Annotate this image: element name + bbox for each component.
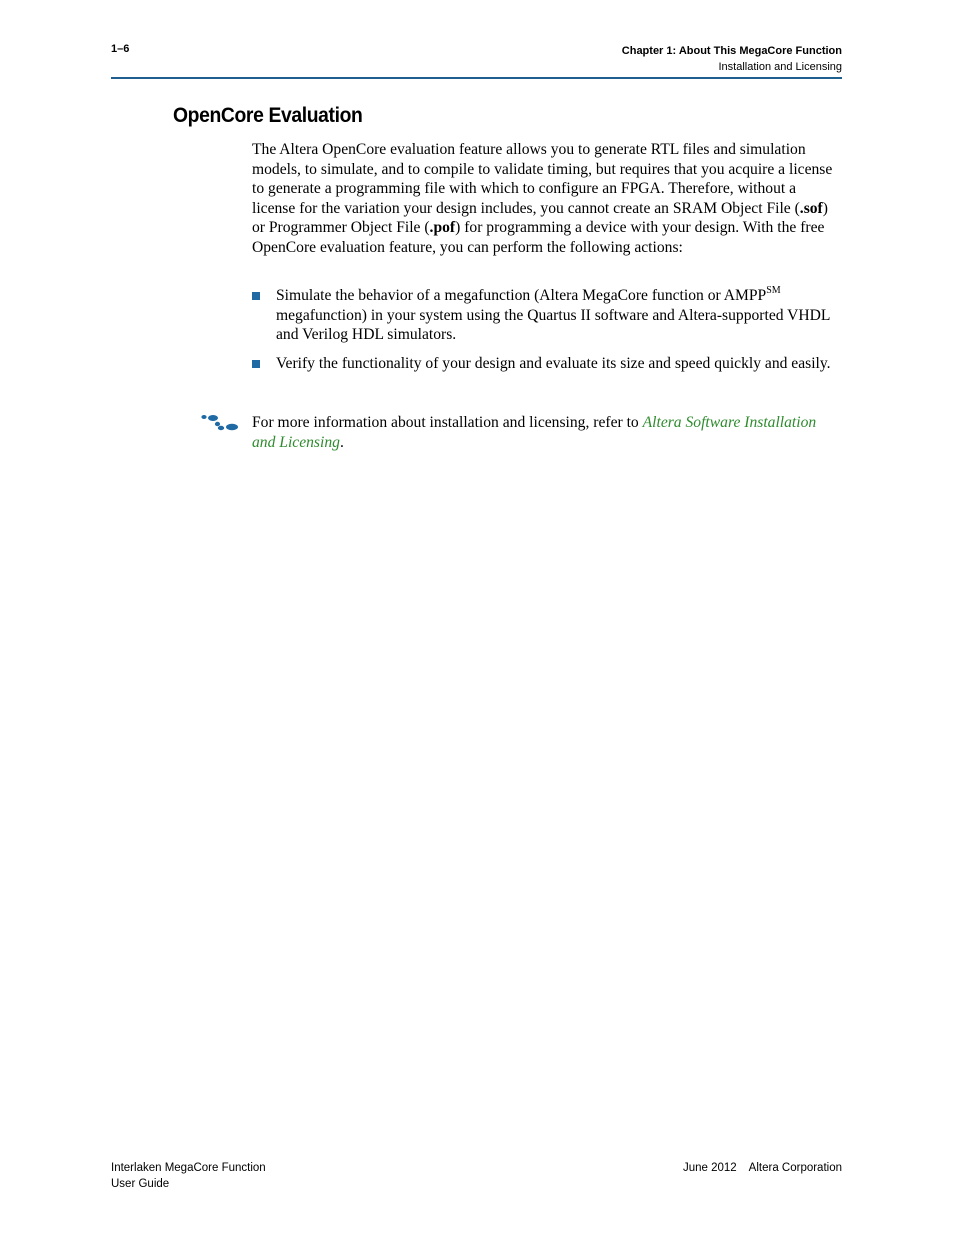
note-end: . — [339, 433, 344, 451]
note-footprints-icon — [200, 414, 240, 432]
action-list — [252, 286, 840, 382]
header-rule — [111, 77, 842, 79]
doc-type: User Guide — [111, 1178, 170, 1190]
intro-text-2: ) or Programmer Object File ( — [252, 199, 828, 236]
footer-left — [111, 1160, 266, 1192]
page-number: 1–6 — [111, 43, 130, 55]
service-mark: SM — [766, 284, 781, 296]
doc-title: Interlaken MegaCore Function — [111, 1162, 266, 1174]
installation-licensing-link[interactable]: Altera Software Installation and Licensing — [252, 414, 817, 451]
section-heading: OpenCore Evaluation — [173, 104, 363, 127]
chapter-title: Chapter 1: About This MegaCore Function — [621, 45, 842, 57]
sof-extension: .sof — [799, 199, 823, 217]
footer-right — [683, 1160, 842, 1176]
list-item-text: Simulate the behavior of a megafunction (Altera MegaCore function or AMPP — [276, 287, 767, 304]
list-item-text-cont: megafunction) in your system using the Quartus II software and Altera-supported VHDL and Verilog HDL simulators. — [276, 306, 830, 343]
list-item — [252, 286, 840, 345]
list-item-text: Verify the functionality of your design and evaluate its size and speed quickly and easily. — [276, 354, 831, 372]
running-header — [622, 43, 842, 75]
section-title-header: Installation and Licensing — [718, 61, 842, 73]
intro-text-1: The Altera OpenCore evaluation feature allows you to generate RTL files and simulation models, to simulate, and to compile to validate timing, but requires that you acquire a license to generate a programming file with which to configure an FPGA. Therefore, without a license for the variation your design includes, you cannot create an SRAM Object File ( — [252, 141, 833, 217]
note-paragraph — [252, 413, 840, 452]
list-item — [252, 354, 840, 374]
square-bullet-icon — [252, 360, 260, 368]
company-name: Altera Corporation — [748, 1162, 842, 1174]
intro-paragraph — [252, 140, 840, 257]
pof-extension: .pof — [429, 219, 456, 236]
note-text: For more information about installation and licensing, refer to — [252, 414, 643, 431]
intro-text-3: ) for programming a device with your design. With the free OpenCore evaluation feature, you can perform the following actions: — [252, 219, 825, 256]
pub-date: June 2012 — [682, 1162, 737, 1174]
square-bullet-icon — [252, 292, 260, 300]
